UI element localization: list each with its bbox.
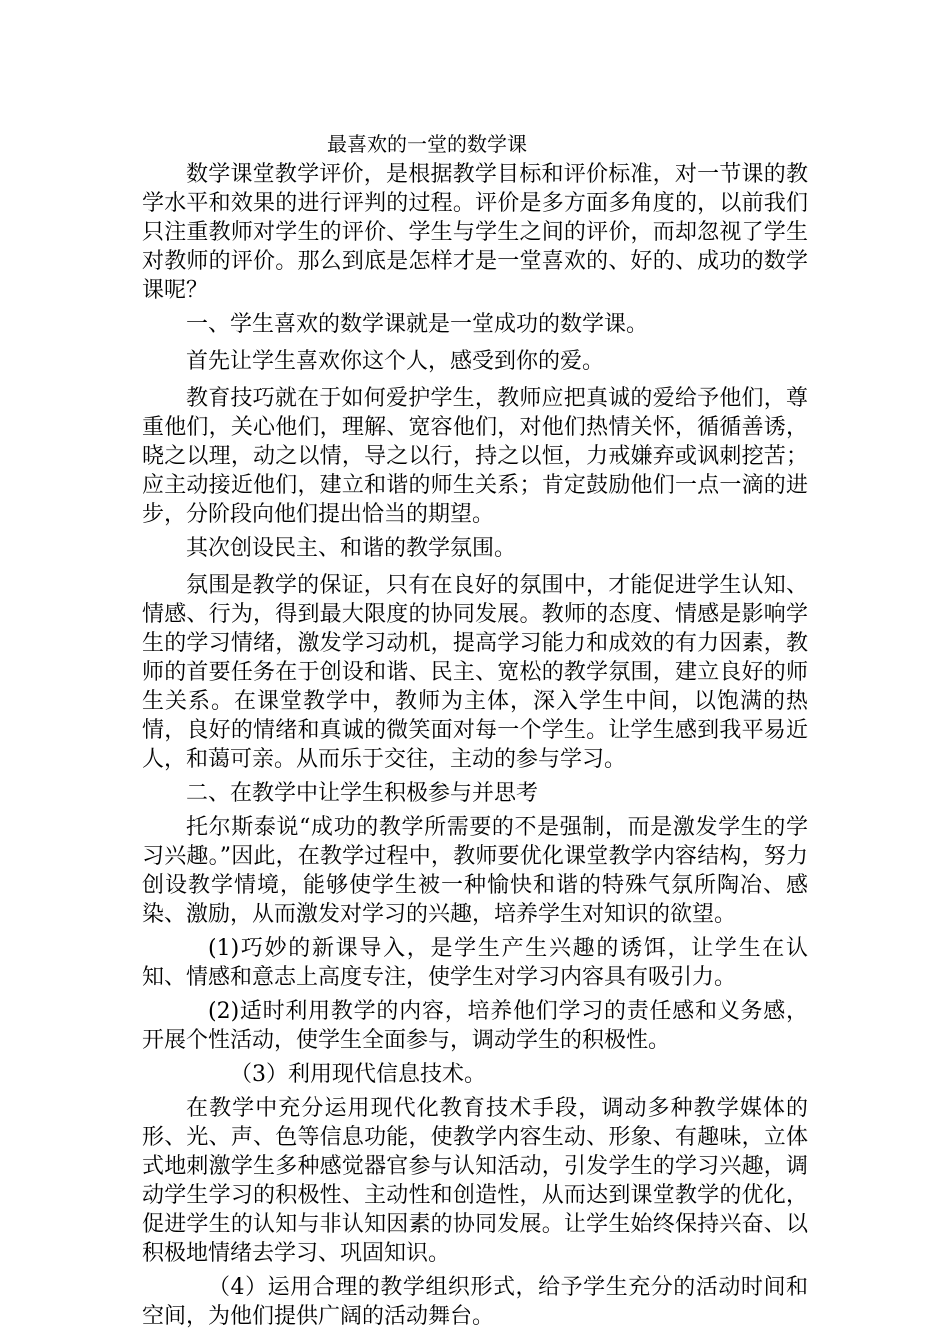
subheading-love: 首先让学生喜欢你这个人，感受到你的爱。 [186, 349, 605, 374]
paragraph-intro: 数学课堂教学评价，是根据教学目标和评价标准，对一节课的教学水平和效果的进行评判的过程。评价是多方面多角度的，以前我们只注重教师对学生的评价、学生与学生之间的评价，而却忽视了学生对教师的评价。那么到底是怎样才是一堂喜欢的、好的、成功的数学课呢？ [142, 162, 808, 303]
document-title: 最喜欢的一堂的数学课 [327, 132, 527, 156]
document-body [142, 160, 808, 1336]
paragraph-technology: 在教学中充分运用现代化教育技术手段，调动多种教学媒体的形、光、声、色等信息功能，使教学内容生动、形象、有趣味，立体式地刺激学生多种感觉器官参与认知活动，引发学生的学习兴趣，调动学生学习的积极性、主动性和创造性，从而达到课堂教学的优化，促进学生的认知与非认知因素的协同发展。让学生始终保持兴奋、以积极地情绪去学习、巩固知识。 [142, 1096, 808, 1266]
list-item-4: （4）运用合理的教学组织形式，给予学生充分的活动时间和空间，为他们提供广阔的活动舞台。 [142, 1275, 808, 1329]
section-heading-2: 二、在教学中让学生积极参与并思考 [186, 781, 539, 806]
list-item-3: （3）利用现代信息技术。 [230, 1062, 486, 1087]
paragraph-care: 教育技巧就在于如何爱护学生，教师应把真诚的爱给予他们，尊重他们，关心他们，理解、宽容他们，对他们热情关怀，循循善诱，晓之以理，动之以情，导之以行，持之以恒，力戒嫌弃或讽刺挖苦；应主动接近他们，建立和谐的师生关系；肯定鼓励他们一点一滴的进步，分阶段向他们提出恰当的期望。 [142, 386, 808, 527]
paragraph-atmosphere: 氛围是教学的保证，只有在良好的氛围中，才能促进学生认知、情感、行为，得到最大限度的协同发展。教师的态度、情感是影响学生的学习情绪，激发学习动机，提高学习能力和成效的有力因素，教师的首要任务在于创设和谐、民主、宽松的教学氛围，建立良好的师生关系。在课堂教学中，教师为主体，深入学生中间，以饱满的热情，良好的情绪和真诚的微笑面对每一个学生。让学生感到我平易近人，和蔼可亲。从而乐于交往，主动的参与学习。 [142, 573, 808, 772]
list-item-1: (1)巧妙的新课导入，是学生产生兴趣的诱饵，让学生在认知、情感和意志上高度专注，使学生对学习内容具有吸引力。 [142, 936, 808, 990]
subheading-atmosphere: 其次创设民主、和谐的教学氛围。 [186, 536, 517, 561]
section-heading-1: 一、学生喜欢的数学课就是一堂成功的数学课。 [186, 312, 649, 337]
list-item-2: (2)适时利用教学的内容，培养他们学习的责任感和义务感，开展个性活动，使学生全面参与，调动学生的积极性。 [142, 999, 808, 1053]
paragraph-tolstoy: 托尔斯泰说“成功的教学所需要的不是强制，而是激发学生的学习兴趣。”因此，在教学过程中，教师要优化课堂教学内容结构，努力创设教学情境，能够使学生被一种愉快和谐的特殊气氛所陶冶、感染、激励，从而激发对学习的兴趣，培养学生对知识的欲望。 [142, 815, 808, 927]
